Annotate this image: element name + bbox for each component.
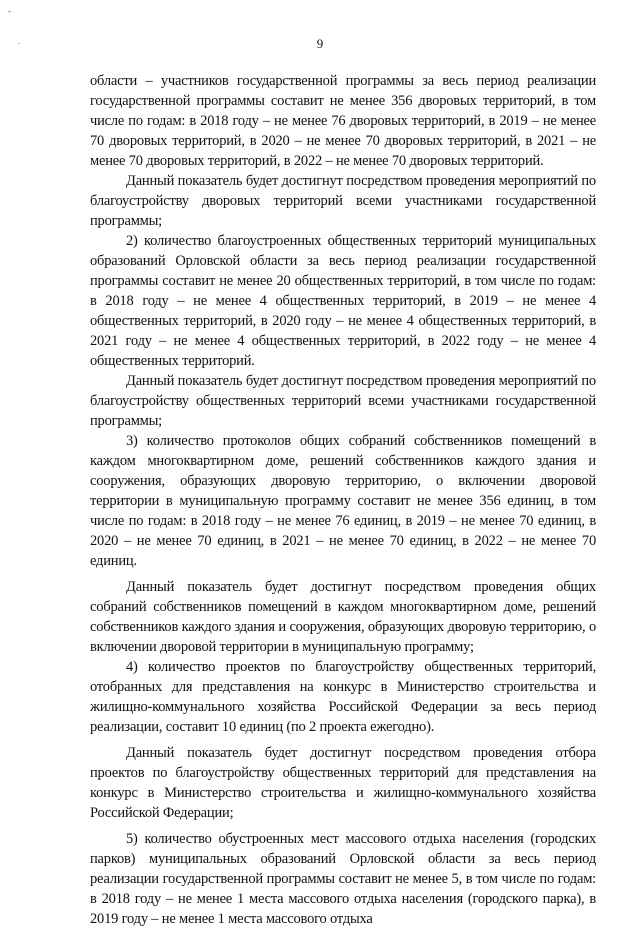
paragraph-indicator-note-1: Данный показатель будет достигнут посредством проведения мероприятий по благоустройству дворовых территорий всеми участниками государственной программы; — [90, 173, 596, 229]
paragraph-indicator-note-3: Данный показатель будет достигнут посредством проведения общих собраний собственников помещений в каждом многоквартирном доме, решений собственников каждого здания и сооружения, образующих дворовую территорию, о включении дворовой территории в муниципальную программу; — [90, 579, 596, 655]
margin-mark-top: - — [8, 6, 11, 16]
paragraph-item-4: 4) количество проектов по благоустройству общественных территорий, отобранных для представления на конкурс в Министерство строительства и жилищно-коммунального хозяйства Российской Федерации за весь период реализации, составит 10 единиц (по 2 проекта ежегодно). — [90, 659, 596, 735]
paragraph-indicator-note-2: Данный показатель будет достигнут посредством проведения мероприятий по благоустройству общественных территорий всеми участниками государственной программы; — [90, 373, 596, 429]
page-number: 9 — [316, 36, 324, 51]
margin-mark-mid: . — [18, 36, 21, 46]
paragraph-item-3: 3) количество протоколов общих собраний собственников помещений в каждом многоквартирном доме, решений собственников каждого здания и сооружения, образующих дворовую территорию, о включении дворовой территории в муниципальную программу составит не менее 356 единиц, в том числе по годам: в 2018 году – не менее 76 единиц, в 2019 – не менее 70 единиц, в 2020 – не менее 70 единиц, в 2021 – не менее 70 единиц, в 2022 – не менее 70 единиц. — [90, 433, 596, 569]
paragraph-item-2: 2) количество благоустроенных общественных территорий муниципальных образований Орловской области за весь период реализации государственной программы составит не менее 20 общественных территорий, в том числе по годам: в 2018 году – не менее 4 общественных территорий, в 2019 – не менее 4 общественных территорий, в 2020 году – не менее 4 общественных территорий, в 2021 году – не менее 4 общественных территорий, в 2022 году – не менее 4 общественных территорий. — [90, 233, 596, 369]
paragraph-indicator-note-4: Данный показатель будет достигнут посредством проведения отбора проектов по благоустройству общественных территорий для представления на конкурс в Министерство строительства и жилищно-коммунального хозяйства Российской Федерации; — [90, 745, 596, 821]
paragraph-continuation: области – участников государственной программы за весь период реализации государственной программы составит не менее 356 дворовых территорий, в том числе по годам: в 2018 году – не менее 76 дворовых территорий, в 2019 – не менее 70 дворовых территорий, в 2020 – не менее 70 дворовых территорий, в 2021 – не менее 70 дворовых территорий, в 2022 – не менее 70 дворовых территорий. — [90, 73, 596, 169]
paragraph-item-5: 5) количество обустроенных мест массового отдыха населения (городских парков) муниципальных образований Орловской области за весь период реализации государственной программы составит не менее 5, в том числе по годам: в 2018 году – не менее 1 места массового отдыха населения (городского парка), в 2019 году – не менее 1 места массового отдыха — [90, 831, 596, 927]
document-body — [90, 71, 596, 929]
